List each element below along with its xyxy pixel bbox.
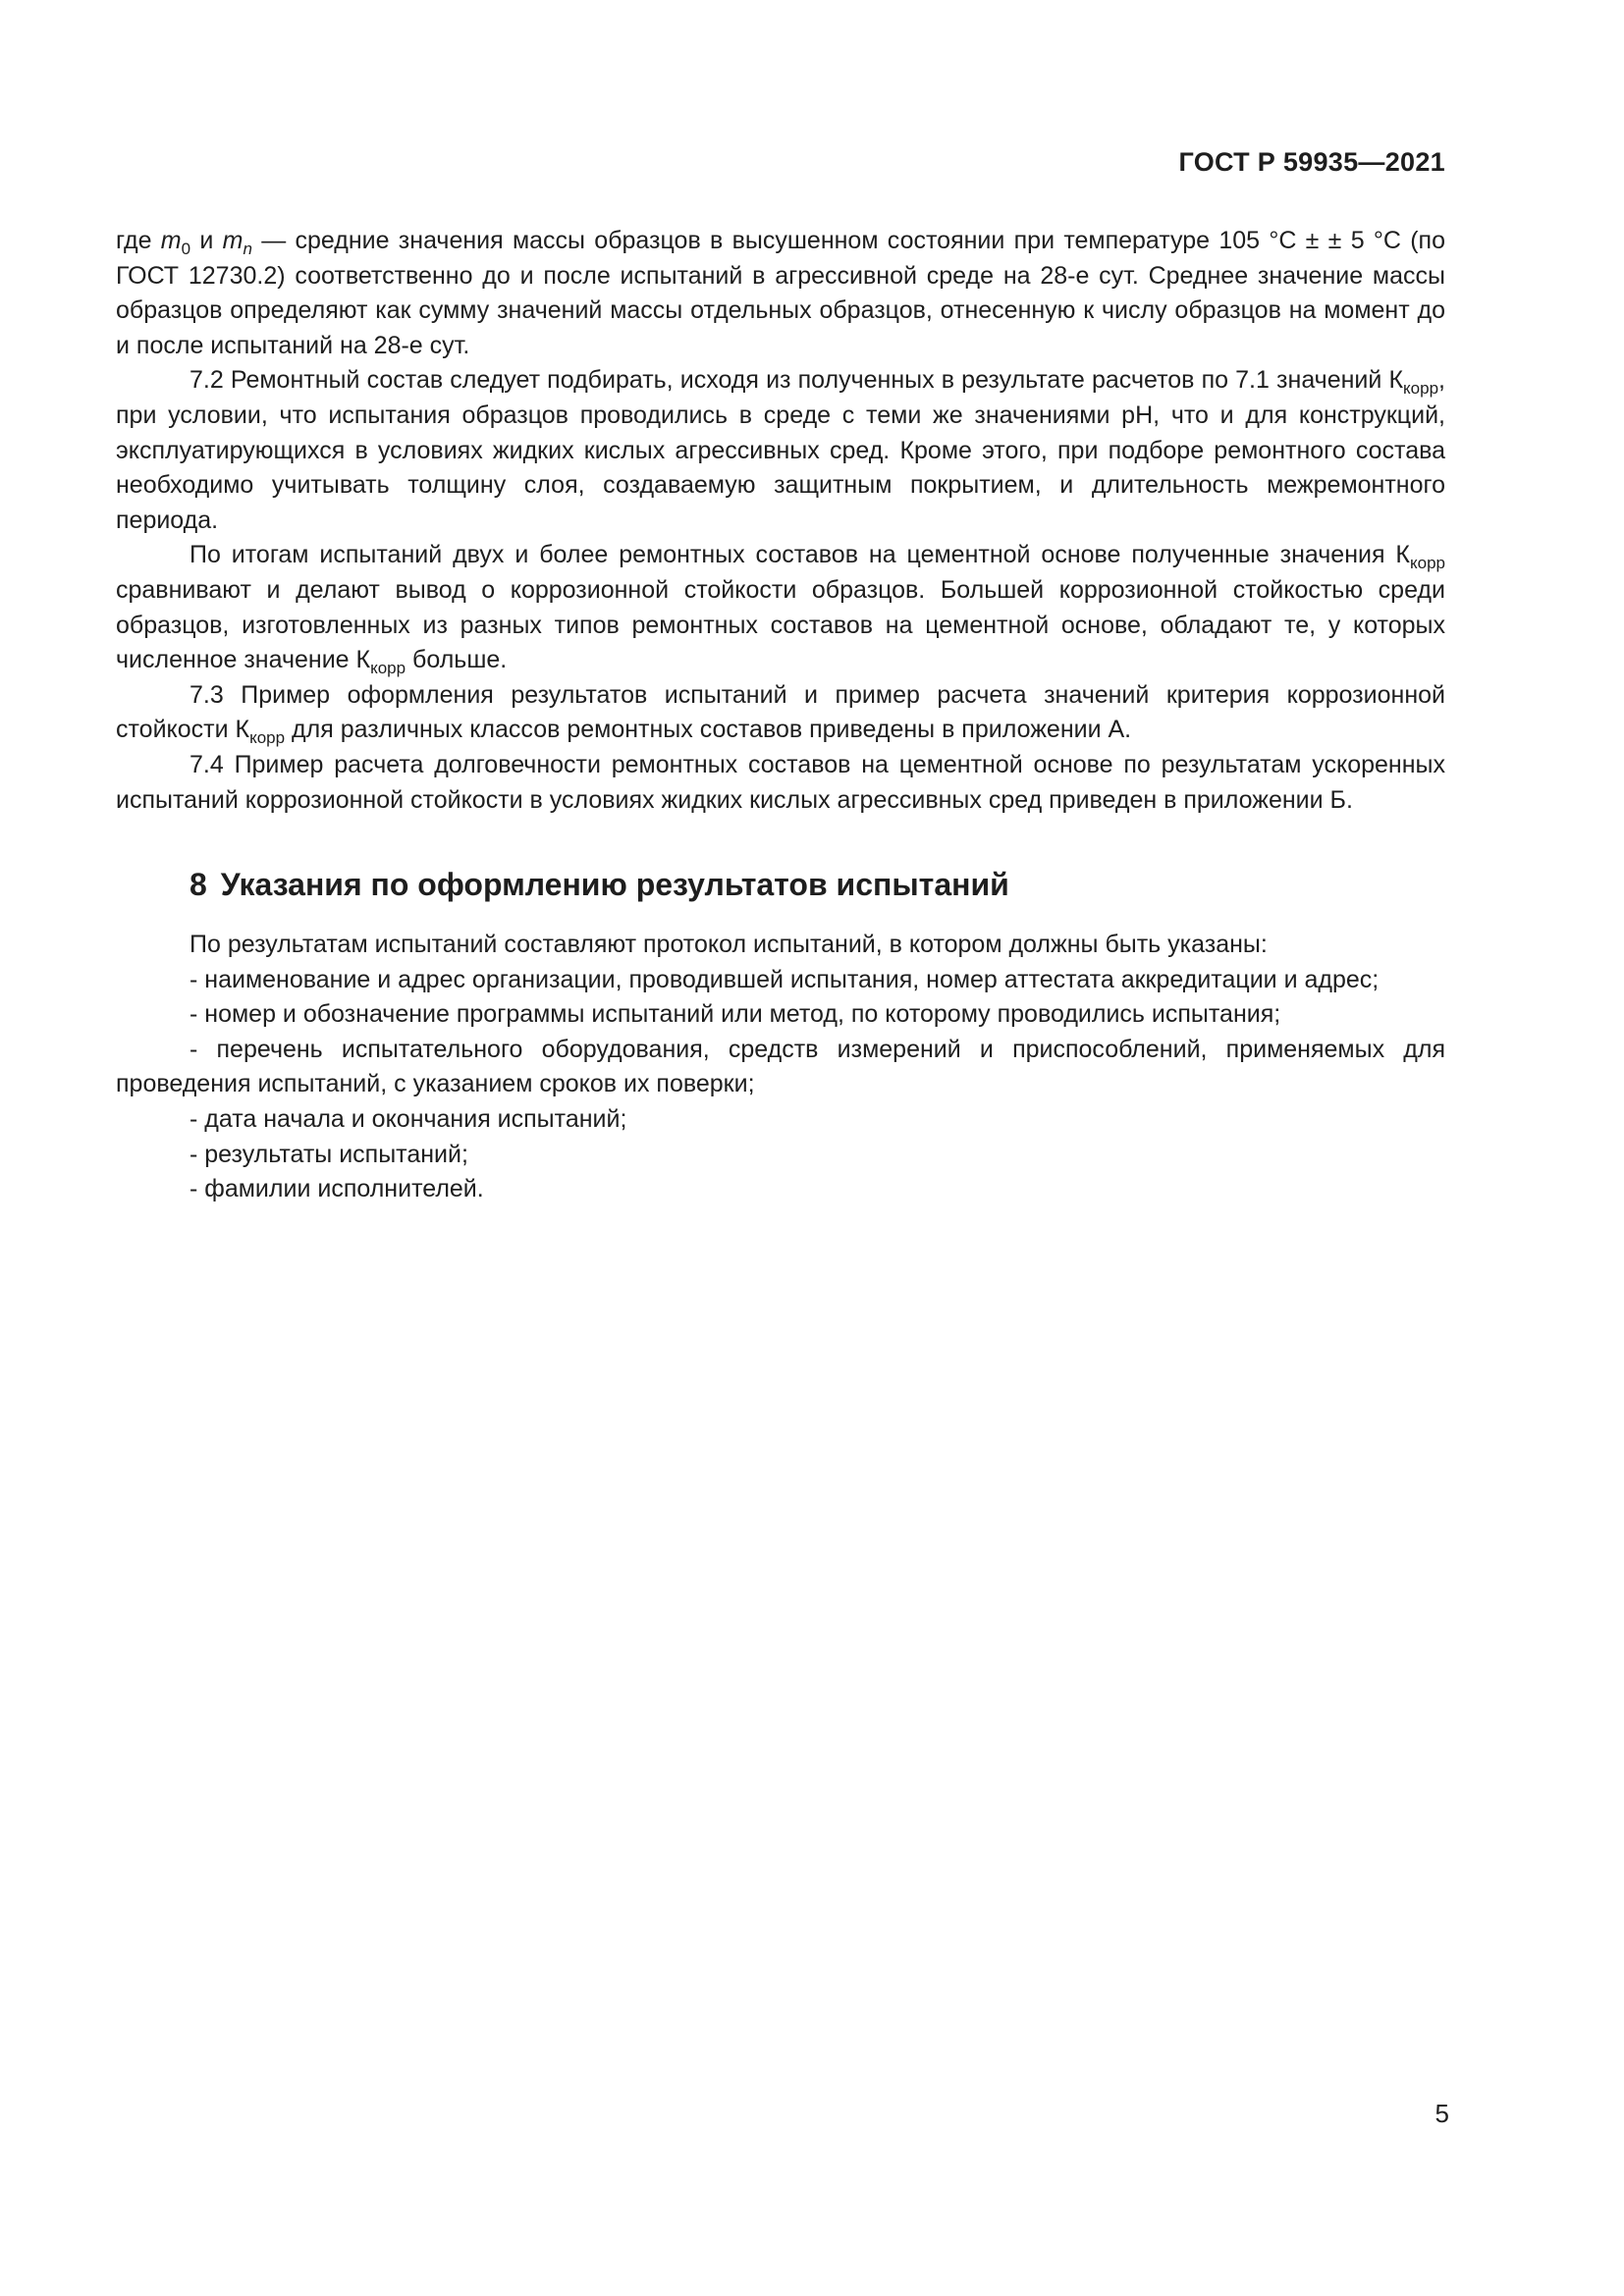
text-span: , при условии, что испытания образцов проводились в среде с теми же значениями pH, что и для конструкций, эксплуатирующихся в условиях жидких кислых агрессивных сред. Кроме этого, при подборе ремонтного состава необходимо учитывать толщину слоя, создаваемую защитным покрытием, и длительность межремонтного периода. — [116, 366, 1445, 534]
paragraph-results — [116, 538, 1445, 677]
list-item: - результаты испытаний; — [189, 1140, 468, 1168]
paragraph-7-2 — [116, 363, 1445, 538]
page-number: 5 — [1435, 2099, 1449, 2128]
list-item: - фамилии исполнителей. — [189, 1175, 484, 1203]
text-span: больше. — [406, 646, 508, 674]
paragraph-where — [116, 224, 1445, 363]
list-item: - дата начала и окончания испытаний; — [189, 1105, 627, 1134]
section-8-intro: По результатам испытаний составляют протокол испытаний, в котором должны быть указаны: — [189, 931, 1268, 959]
text-span: По итогам испытаний двух и более ремонтных составов на цементной основе полученные значения К — [189, 541, 1410, 569]
paragraph-7-4: 7.4 Пример расчета долговечности ремонтных составов на цементной основе по результатам ускоренных испытаний коррозионной стойкости в условиях жидких кислых агрессивных сред приведен в приложении Б. — [116, 750, 1445, 814]
section-number: 8 — [189, 867, 207, 903]
document-body — [116, 224, 1445, 1207]
text-span: и — [190, 227, 223, 254]
subscript: корр — [1410, 554, 1445, 573]
section-8-heading — [189, 865, 1445, 904]
subscript: корр — [370, 659, 406, 678]
subscript: корр — [1403, 379, 1439, 399]
list-item: - перечень испытательного оборудования, средств измерений и приспособлений, применяемых для проведения испытаний, с указанием сроков их поверки; — [116, 1035, 1445, 1098]
subscript: 0 — [181, 240, 191, 258]
list-item: - наименование и адрес организации, проводившей испытания, номер аттестата аккредитации и адрес; — [189, 965, 1380, 993]
text-span: 7.3 Пример оформления результатов испытаний и пример расчета значений критерия коррозионной стойкости К — [116, 680, 1445, 744]
text-span: сравнивают и делают вывод о коррозионной стойкости образцов. Большей коррозионной стойкостью среди образцов, изготовленных из разных типов ремонтных составов на цементной основе, обладают те, у которых численное значение К — [116, 575, 1445, 674]
paragraph-7-3 — [116, 678, 1445, 748]
variable-m: m — [222, 227, 244, 254]
text-span: — средние значения массы образцов в высушенном состоянии при температуре 105 °С ± ± 5 °С (по ГОСТ 12730.2) соответственно до и после испытаний в агрессивной среде на 28-е сут. Среднее значение массы образцов определяют как сумму значений массы отдельных образцов, отнесенную к числу образцов на момент до и после испытаний на 28-е сут. — [116, 227, 1445, 359]
subscript: n — [243, 240, 252, 258]
text-span: 7.2 Ремонтный состав следует подбирать, исходя из полученных в результате расчетов по 7.1 значений К — [189, 366, 1404, 395]
list-item: - номер и обозначение программы испытаний или метод, по которому проводились испытания; — [189, 1000, 1281, 1029]
text-span: для различных классов ремонтных составов приведены в приложении А. — [285, 716, 1132, 744]
standard-id: ГОСТ Р 59935—2021 — [1178, 147, 1445, 177]
text-span: где — [116, 227, 161, 254]
section-title: Указания по оформлению результатов испытаний — [220, 867, 1009, 903]
variable-m: m — [160, 227, 182, 254]
subscript: корр — [249, 728, 286, 748]
